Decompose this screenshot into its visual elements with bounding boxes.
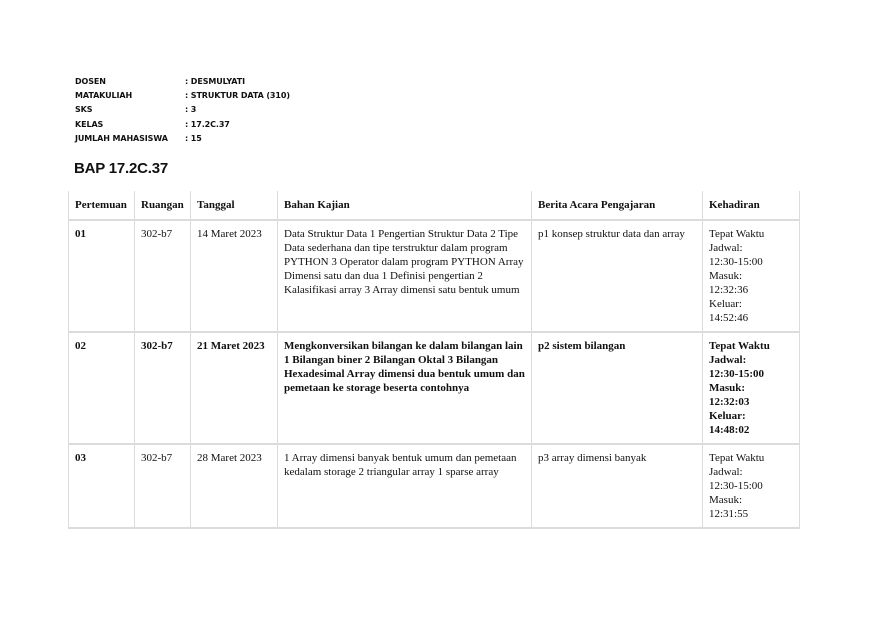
- kelas-label: KELAS: [75, 119, 104, 129]
- bahan-kajian-cell: 1 Array dimensi banyak bentuk umum dan pemetaan kedalam storage 2 triangular array 1 sparse array: [278, 444, 532, 528]
- ruangan-cell: 302-b7: [135, 220, 191, 332]
- jumlah-mahasiswa-label: JUMLAH MAHASISWA: [75, 133, 168, 143]
- header-kehadiran: Kehadiran: [703, 191, 800, 220]
- header-pertemuan: Pertemuan: [69, 191, 135, 220]
- table-row: [69, 444, 800, 528]
- sks-row: [75, 103, 290, 117]
- masuk-value: 12:31:55: [709, 508, 749, 520]
- dosen-label: DOSEN: [75, 77, 106, 86]
- kelas-value: : 17.2C.37: [185, 119, 230, 129]
- keluar-value: 14:52:46: [709, 312, 749, 324]
- bahan-kajian-cell: Mengkonversikan bilangan ke dalam bilangan lain 1 Bilangan biner 2 Bilangan Oktal 3 Bilangan Hexadesimal Array dimensi dua bentuk umum dan pemetaan ke storage beserta contohnya: [278, 332, 532, 444]
- keluar-label: Keluar:: [709, 298, 742, 310]
- dosen-row: [75, 75, 290, 89]
- pertemuan-cell: 01: [69, 220, 135, 332]
- masuk-value: 12:32:03: [709, 396, 750, 408]
- ruangan-cell: 302-b7: [135, 444, 191, 528]
- berita-acara-cell: p1 konsep struktur data dan array: [532, 220, 703, 332]
- table-header-row: [69, 191, 800, 220]
- masuk-label: Masuk:: [709, 270, 742, 282]
- tanggal-cell: 21 Maret 2023: [191, 332, 278, 444]
- header-bahan-kajian: Bahan Kajian: [278, 191, 532, 220]
- jadwal-label: Jadwal:: [709, 242, 743, 254]
- kehadiran-status: Tepat Waktu: [709, 340, 770, 352]
- sks-value: : 3: [185, 105, 197, 115]
- kehadiran-status: Tepat Waktu: [709, 228, 765, 240]
- berita-acara-cell: p2 sistem bilangan: [532, 332, 703, 444]
- matakuliah-value: : STRUKTUR DATA (310): [185, 91, 290, 101]
- bahan-kajian-cell: Data Struktur Data 1 Pengertian Struktur Data 2 Tipe Data sederhana dan tipe terstruktur dalam program PYTHON 3 Operator dalam program PYTHON Array Dimensi satu dan dua 1 Definisi pengertian 2 Kalasifikasi array 3 Array dimensi satu bentuk umum: [278, 220, 532, 332]
- header-ruangan: Ruangan: [135, 191, 191, 220]
- ruangan-cell: 302-b7: [135, 332, 191, 444]
- jadwal-label: Jadwal:: [709, 466, 743, 478]
- masuk-label: Masuk:: [709, 382, 746, 394]
- keluar-label: Keluar:: [709, 410, 746, 422]
- kehadiran-cell: [703, 220, 800, 332]
- kehadiran-status: Tepat Waktu: [709, 452, 765, 464]
- course-info: [75, 75, 290, 146]
- berita-acara-cell: p3 array dimensi banyak: [532, 444, 703, 528]
- jumlah-mahasiswa-value: : 15: [185, 133, 202, 143]
- jadwal-value: 12:30-15:00: [709, 256, 763, 268]
- matakuliah-label: MATAKULIAH: [75, 91, 133, 101]
- matakuliah-row: [75, 89, 290, 103]
- dosen-value: : DESMULYATI: [185, 77, 245, 86]
- header-berita-acara: Berita Acara Pengajaran: [532, 191, 703, 220]
- pertemuan-cell: 03: [69, 444, 135, 528]
- kehadiran-cell: [703, 444, 800, 528]
- keluar-value: 14:48:02: [709, 424, 750, 436]
- kelas-row: [75, 118, 290, 132]
- page-title: BAP 17.2C.37: [74, 160, 169, 177]
- kehadiran-cell: [703, 332, 800, 444]
- jumlah-mahasiswa-row: [75, 132, 290, 146]
- pertemuan-cell: 02: [69, 332, 135, 444]
- jadwal-label: Jadwal:: [709, 354, 747, 366]
- masuk-label: Masuk:: [709, 494, 742, 506]
- tanggal-cell: 14 Maret 2023: [191, 220, 278, 332]
- table-row: [69, 220, 800, 332]
- header-tanggal: Tanggal: [191, 191, 278, 220]
- jadwal-value: 12:30-15:00: [709, 368, 764, 380]
- jadwal-value: 12:30-15:00: [709, 480, 763, 492]
- tanggal-cell: 28 Maret 2023: [191, 444, 278, 528]
- table-row: [69, 332, 800, 444]
- masuk-value: 12:32:36: [709, 284, 749, 296]
- bap-table: [68, 191, 800, 529]
- sks-label: SKS: [75, 105, 93, 115]
